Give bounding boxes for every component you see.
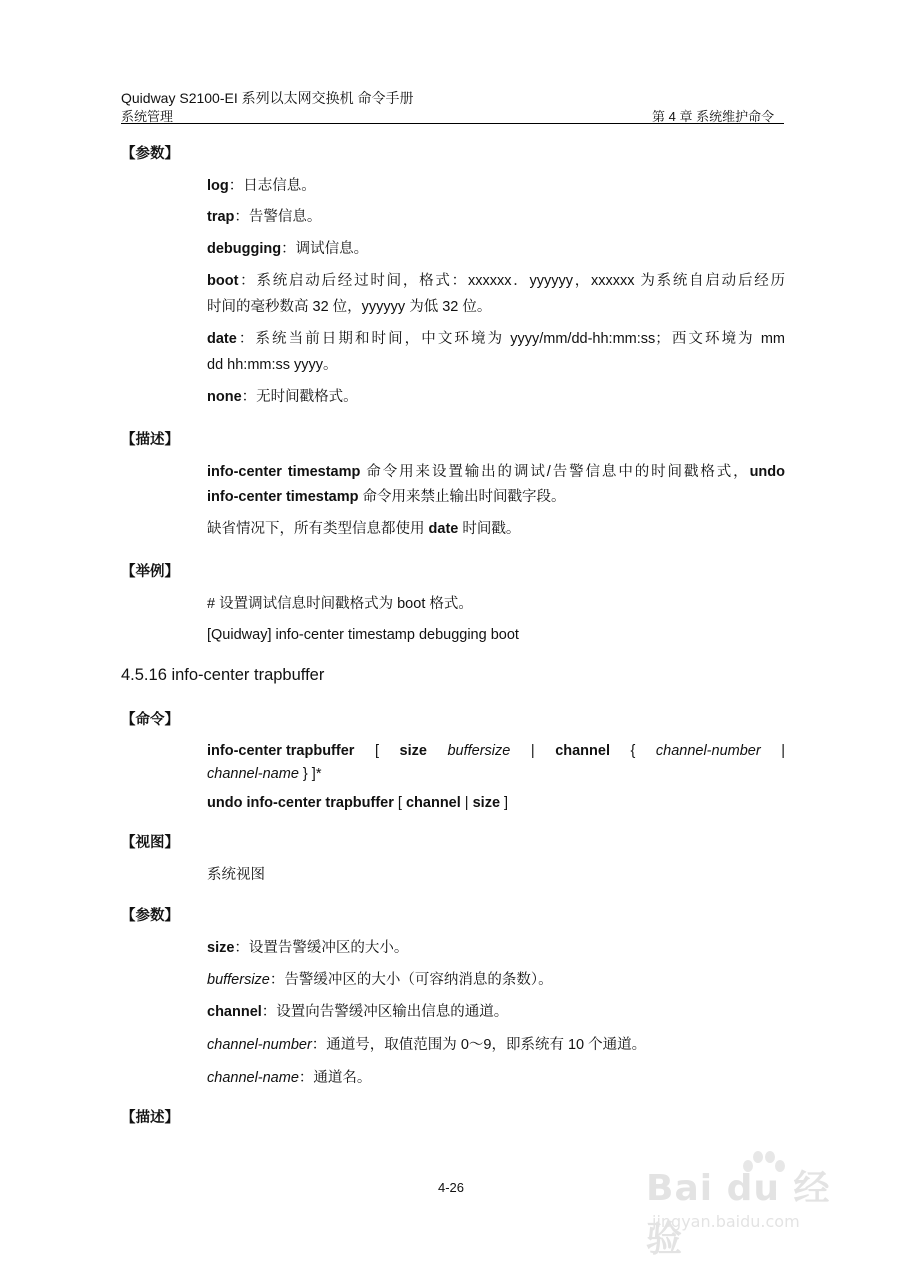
syntax-bracket: { <box>630 743 636 759</box>
param-text: ：无时间戳格式。 <box>241 389 358 405</box>
syntax-argument: channel-number <box>655 743 761 759</box>
param-date-cont: dd hh:mm:ss yyyy。 <box>207 357 338 373</box>
header-chapter: 第 4 章 系统维护命令 <box>652 109 775 124</box>
description-text: 缺省情况下，所有类型信息都使用 <box>207 521 429 537</box>
manual-title: Quidway S2100-EI 系列以太网交换机 命令手册 <box>121 90 414 106</box>
param-channel-number <box>207 1033 785 1058</box>
description-text: 命令用来禁止输出时间戳字段。 <box>358 489 566 505</box>
param-debugging <box>207 237 785 262</box>
param-key: size <box>207 940 235 956</box>
description-heading: 【描述】 <box>121 432 179 448</box>
syntax-bracket: [ <box>393 795 406 811</box>
command-keyword: date <box>428 521 459 537</box>
description-text: 命令用来设置输出的调试/告警信息中的时间戳格式， <box>360 464 750 480</box>
example-command: [Quidway] info-center timestamp debugging boot <box>207 627 519 643</box>
param-key: trap <box>207 209 235 225</box>
param-text: ：调试信息。 <box>281 241 369 257</box>
command-keyword: size <box>399 743 427 759</box>
syntax-bracket: ] <box>500 795 509 811</box>
param-key: log <box>207 178 229 194</box>
description-text: 时间戳。 <box>458 521 521 537</box>
param-text: ：日志信息。 <box>228 178 316 194</box>
param-text: ：告警信息。 <box>234 209 322 225</box>
header-section: 系统管理 <box>121 109 174 124</box>
syntax-separator: | <box>530 743 535 759</box>
command-keyword: channel <box>405 795 461 811</box>
param-key: date <box>207 331 237 347</box>
param-text: ：通道名。 <box>298 1070 372 1086</box>
param-text: ：系统启动后经过时间，格式：xxxxxx．yyyyyy，xxxxxx 为系统自启动后经历 <box>238 273 785 289</box>
description-line-2 <box>207 485 785 510</box>
description-line-1 <box>207 460 785 485</box>
param-channel <box>207 1000 785 1025</box>
param-none <box>207 385 785 410</box>
command-keyword: undo <box>749 464 785 480</box>
syntax-separator: | <box>781 743 785 759</box>
param-channel-name <box>207 1066 785 1091</box>
param-buffersize <box>207 968 785 993</box>
syntax-argument: buffersize <box>447 743 511 759</box>
command-keyword: channel <box>555 743 610 759</box>
syntax-argument: channel-name <box>207 766 299 782</box>
param-size <box>207 936 785 961</box>
baidu-jingyan-watermark <box>646 1148 846 1260</box>
param-text: ：通道号，取值范围为 0～9，即系统有 10 个通道。 <box>311 1037 647 1053</box>
header-divider <box>121 123 784 124</box>
command-syntax-undo <box>207 791 785 816</box>
watermark-url: jingyan.baidu.com <box>652 1212 800 1231</box>
command-keyword: undo info-center trapbuffer <box>207 795 394 811</box>
view-text: 系统视图 <box>207 867 265 883</box>
param-key: none <box>207 389 242 405</box>
watermark-brand: Bai du 经验 <box>646 1168 831 1260</box>
command-keyword: info-center timestamp <box>207 489 359 505</box>
command-keyword: info-center timestamp <box>207 464 361 480</box>
param-key: channel-name <box>207 1070 299 1086</box>
param-key: channel-number <box>207 1037 312 1053</box>
param-trap <box>207 205 785 230</box>
param-key: boot <box>207 273 239 289</box>
syntax-separator: | <box>460 795 473 811</box>
description-default <box>207 517 785 542</box>
command-keyword: info-center trapbuffer <box>207 743 355 759</box>
param-date <box>207 327 785 352</box>
command-keyword: size <box>472 795 501 811</box>
syntax-bracket: [ <box>374 743 379 759</box>
view-heading: 【视图】 <box>121 835 179 851</box>
page-number: 4-26 <box>438 1180 465 1195</box>
example-heading: 【举例】 <box>121 564 179 580</box>
description-heading: 【描述】 <box>121 1110 179 1126</box>
param-key: channel <box>207 1004 262 1020</box>
param-key: debugging <box>207 241 282 257</box>
command-syntax-line-2 <box>207 762 785 787</box>
param-text: ：设置向告警缓冲区输出信息的通道。 <box>261 1004 509 1020</box>
command-syntax-line-1 <box>207 739 785 764</box>
command-heading: 【命令】 <box>121 712 179 728</box>
param-boot <box>207 269 785 294</box>
section-heading: 4.5.16 info-center trapbuffer <box>121 666 325 684</box>
example-comment: # 设置调试信息时间戳格式为 boot 格式。 <box>207 596 473 612</box>
param-log <box>207 174 785 199</box>
param-text: ：设置告警缓冲区的大小。 <box>234 940 409 956</box>
params-heading: 【参数】 <box>121 908 179 924</box>
param-text: ：告警缓冲区的大小（可容纳消息的条数）。 <box>269 972 553 988</box>
param-boot-cont: 时间的毫秒数高 32 位，yyyyyy 为低 32 位。 <box>207 299 492 315</box>
param-text: ：系统当前日期和时间，中文环境为 yyyy/mm/dd-hh:mm:ss；西文环境为 mm <box>236 331 785 347</box>
syntax-bracket: } ]* <box>298 766 322 782</box>
param-key: buffersize <box>207 972 270 988</box>
params-heading: 【参数】 <box>121 146 179 162</box>
